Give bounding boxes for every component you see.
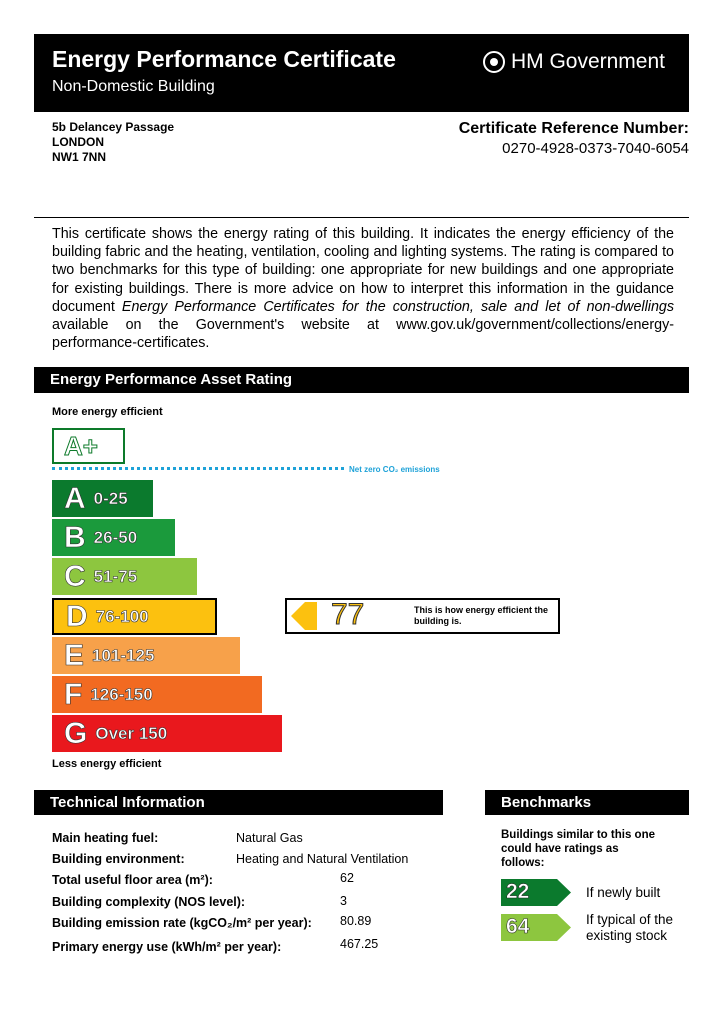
intro-text-a: This certificate shows the energy rating of this building. It indicates the energy efficiency of the building fabric and the heating, ventilation, cooling and lighting systems. The rating is compared to two benchmarks for this type of building: one appropriate for new buildings and one appropriate for existing buildings. There is more advice on how to interpret this information in the guidance document bbox=[52, 226, 674, 315]
tech-label: Total useful floor area (m²): bbox=[52, 873, 213, 887]
rating-arrow bbox=[287, 600, 381, 632]
benchmark-label: If typical of the existing stock bbox=[586, 912, 674, 943]
tech-row-environment bbox=[52, 852, 185, 866]
rating-band-e bbox=[52, 637, 240, 674]
band-range: 26-50 bbox=[93, 527, 138, 547]
certificate-title: Energy Performance Certificate bbox=[52, 46, 396, 72]
rating-band-b bbox=[52, 519, 175, 556]
guidance-document-title: Energy Performance Certificates for the construction, sale and let of non-dwellings bbox=[121, 298, 674, 315]
tech-label: Building complexity (NOS level): bbox=[52, 895, 246, 909]
rating-band-a bbox=[52, 480, 153, 517]
tech-row-primary-energy bbox=[52, 940, 281, 954]
benchmark-existing-stock-arrow bbox=[501, 914, 571, 941]
intro-text-b: available on the Government's website at www.gov.uk/government/collections/energy-performance-certificates. bbox=[52, 317, 674, 352]
net-zero-label: Net zero CO₂ emissions bbox=[349, 465, 440, 474]
tech-value: Natural Gas bbox=[236, 831, 303, 845]
address-line-1: 5b Delancey Passage bbox=[52, 120, 175, 134]
hm-government-logo bbox=[483, 50, 665, 74]
tech-row-floor-area bbox=[52, 873, 213, 887]
tech-label: Primary energy use (kWh/m² per year): bbox=[52, 940, 282, 954]
band-range: 126-150 bbox=[90, 684, 153, 704]
current-rating-text: This is how energy efficient the building is. bbox=[414, 605, 549, 626]
asset-rating-heading: Energy Performance Asset Rating bbox=[34, 367, 689, 393]
rating-band-c bbox=[52, 558, 197, 595]
aplus-band: A+ bbox=[52, 428, 125, 464]
band-range: 101-125 bbox=[92, 645, 155, 665]
rating-band-g bbox=[52, 715, 282, 752]
band-letter: E bbox=[64, 638, 85, 672]
tech-row-emission-rate bbox=[52, 916, 312, 930]
address-line-3: NW1 7NN bbox=[52, 150, 107, 164]
current-rating-value: 77 bbox=[331, 598, 365, 631]
band-range: 51-75 bbox=[93, 566, 138, 586]
address-line-2: LONDON bbox=[52, 135, 104, 149]
band-letter: D bbox=[66, 599, 88, 633]
current-rating-indicator bbox=[285, 598, 560, 634]
divider bbox=[34, 217, 689, 218]
property-address bbox=[52, 120, 174, 165]
rating-band-d bbox=[52, 598, 217, 635]
band-letter: F bbox=[64, 677, 83, 711]
band-letter: A bbox=[64, 481, 86, 515]
tech-label: Main heating fuel: bbox=[52, 831, 159, 845]
less-efficient-label: Less energy efficient bbox=[52, 758, 162, 770]
technical-info-heading: Technical Information bbox=[34, 790, 443, 815]
tech-value: 80.89 bbox=[340, 914, 372, 928]
benchmarks-intro: Buildings similar to this one could have ratings as follows: bbox=[501, 829, 655, 869]
tech-value: 467.25 bbox=[340, 937, 379, 951]
net-zero-dotted-line bbox=[52, 467, 344, 470]
certificate-reference-label: Certificate Reference Number: bbox=[458, 120, 689, 137]
intro-paragraph bbox=[52, 225, 674, 352]
tech-value: Heating and Natural Ventilation bbox=[236, 852, 409, 866]
tech-value: 3 bbox=[340, 894, 347, 908]
rating-band-f bbox=[52, 676, 262, 713]
band-letter: B bbox=[64, 520, 86, 554]
hm-government-text: HM Government bbox=[510, 50, 665, 73]
band-range: Over 150 bbox=[95, 723, 168, 743]
benchmark-new-build-arrow bbox=[501, 879, 571, 906]
band-range: 0-25 bbox=[93, 488, 128, 508]
band-letter: G bbox=[64, 716, 88, 750]
certificate-header bbox=[34, 34, 689, 112]
tech-label: Building environment: bbox=[52, 852, 185, 866]
royal-crest-icon bbox=[483, 51, 505, 73]
tech-label: Building emission rate (kgCO₂/m² per year): bbox=[52, 916, 312, 930]
band-letter: C bbox=[64, 559, 86, 593]
tech-value: 62 bbox=[340, 871, 354, 885]
tech-row-complexity bbox=[52, 895, 245, 909]
benchmark-value: 64 bbox=[506, 915, 530, 938]
band-range: 76-100 bbox=[95, 606, 149, 626]
certificate-subtitle: Non-Domestic Building bbox=[52, 78, 215, 95]
benchmarks-heading: Benchmarks bbox=[485, 790, 689, 815]
certificate-reference-number: 0270-4928-0373-7040-6054 bbox=[502, 140, 689, 157]
benchmark-label: If newly built bbox=[586, 885, 661, 900]
tech-row-heating-fuel bbox=[52, 831, 158, 845]
more-efficient-label: More energy efficient bbox=[52, 406, 163, 418]
benchmark-value: 22 bbox=[506, 880, 530, 903]
